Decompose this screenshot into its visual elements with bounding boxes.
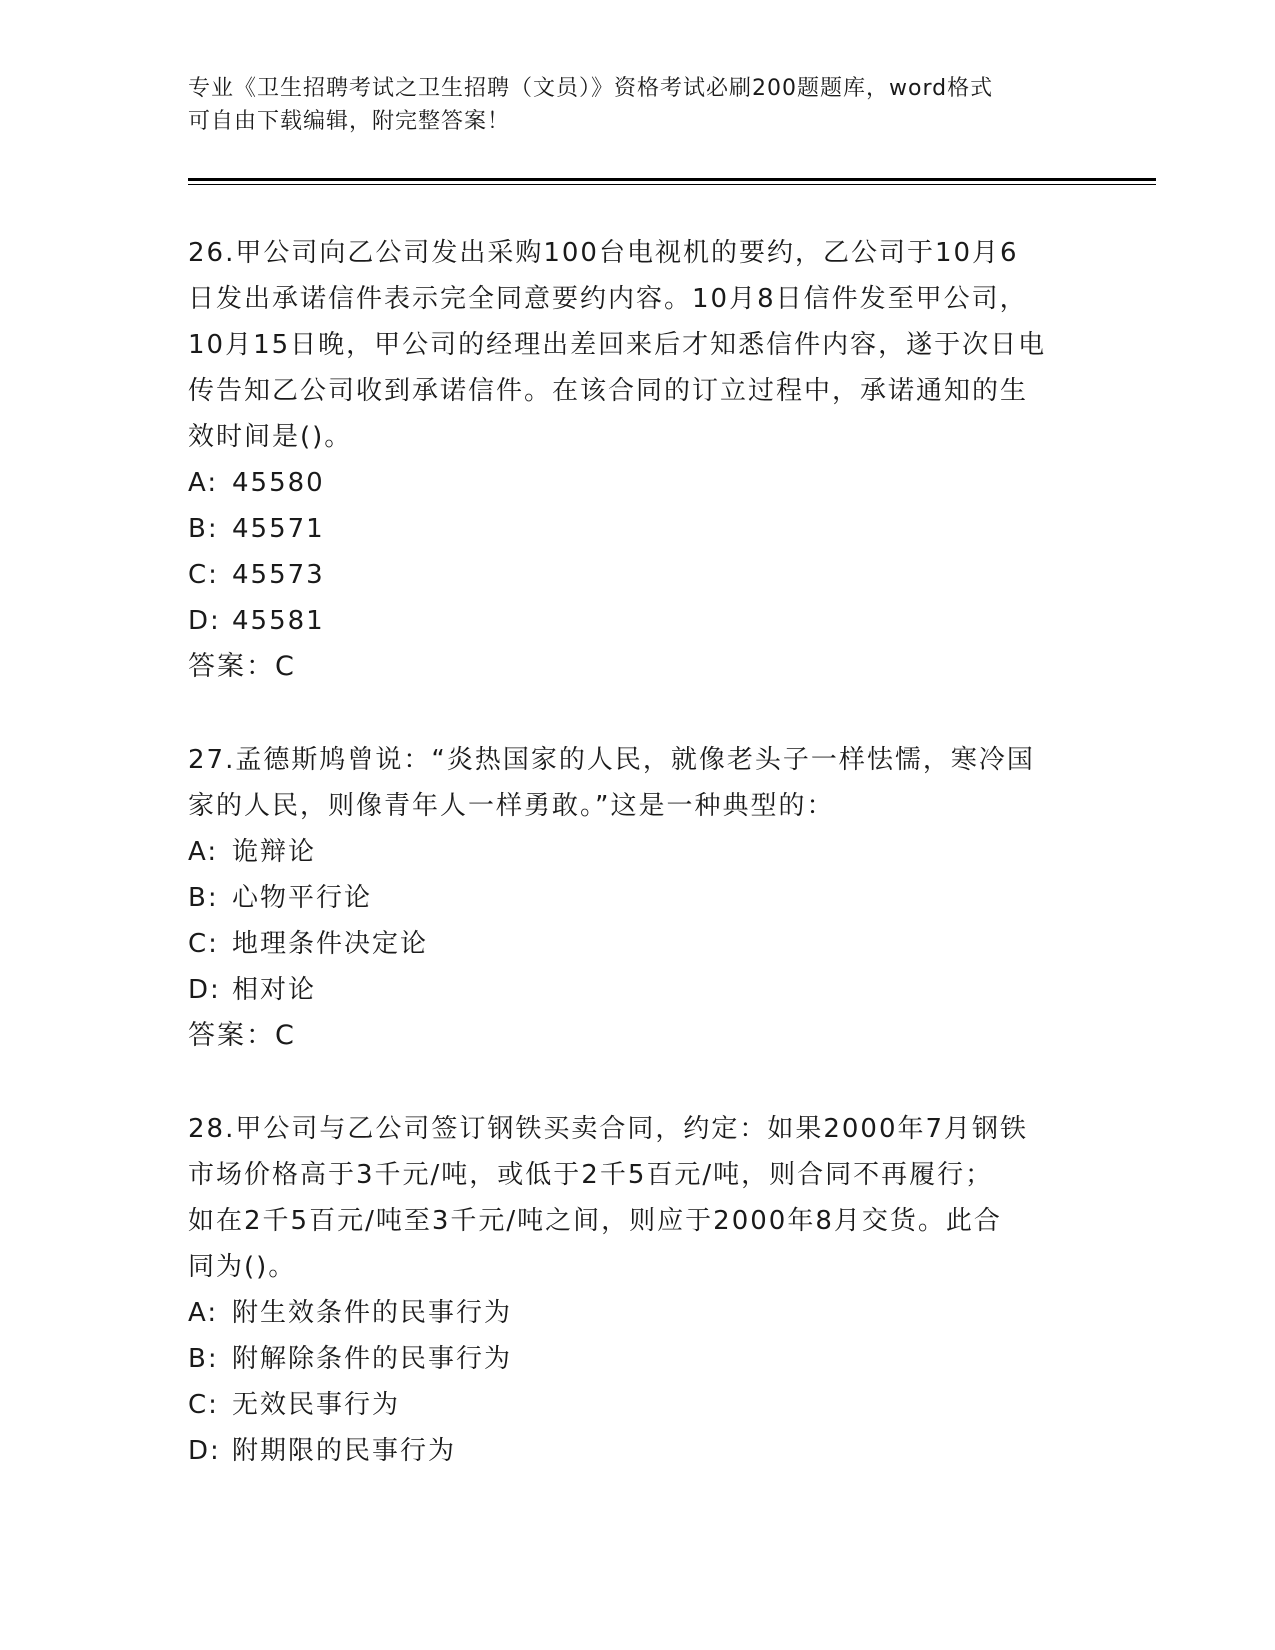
option-a	[188, 1290, 1088, 1336]
question-stem-line: 同为()。	[188, 1252, 297, 1282]
option-d	[188, 598, 1088, 644]
header-divider-thick	[188, 178, 1156, 181]
question-stem-line: 27.孟德斯鸠曾说：“炎热国家的人民，就像老头子一样怯懦，寒冷国	[188, 745, 1035, 775]
option-b	[188, 1336, 1088, 1382]
question-stem-line: 家的人民，则像青年人一样勇敢。”这是一种典型的：	[188, 791, 835, 821]
option-a	[188, 460, 1088, 506]
option-c	[188, 1382, 1088, 1428]
option-text: 附期限的民事行为	[232, 1436, 457, 1466]
answer-line: 答案：C	[188, 1020, 296, 1051]
question-stem-line: 效时间是()。	[188, 422, 353, 452]
header-line: 可自由下载编辑，附完整答案！	[188, 109, 511, 134]
question-stem-line: 传告知乙公司收到承诺信件。在该合同的订立过程中，承诺通知的生	[188, 376, 1029, 406]
option-c	[188, 921, 1088, 967]
option-text: 附生效条件的民事行为	[232, 1298, 513, 1328]
option-letter: D:	[188, 975, 221, 1005]
option-text: 相对论	[232, 975, 317, 1005]
option-text: 45581	[232, 606, 325, 636]
option-text: 45571	[232, 514, 325, 544]
question-27	[188, 737, 1088, 1059]
option-text: 45580	[232, 468, 325, 498]
header-line: 专业《卫生招聘考试之卫生招聘（文员）》资格考试必刷200题题库，word格式	[188, 76, 994, 101]
option-b	[188, 875, 1088, 921]
option-text: 心物平行论	[232, 883, 373, 913]
option-d	[188, 967, 1088, 1013]
option-letter: C:	[188, 929, 219, 959]
option-letter: B:	[188, 883, 219, 913]
option-d	[188, 1428, 1088, 1474]
option-letter: A:	[188, 468, 219, 498]
option-text: 45573	[232, 560, 325, 590]
option-letter: B:	[188, 514, 219, 544]
option-text: 地理条件决定论	[232, 929, 429, 959]
question-list	[188, 230, 1088, 1521]
question-stem-line: 26.甲公司向乙公司发出采购100台电视机的要约，乙公司于10月6	[188, 238, 1019, 268]
question-28	[188, 1106, 1088, 1474]
header-divider-thin	[188, 184, 1156, 185]
question-stem-line: 日发出承诺信件表示完全同意要约内容。10月8日信件发至甲公司，	[188, 284, 1028, 314]
question-26	[188, 230, 1088, 690]
question-stem-line: 10月15日晚，甲公司的经理出差回来后才知悉信件内容，遂于次日电	[188, 330, 1047, 360]
option-letter: C:	[188, 560, 219, 590]
option-letter: B:	[188, 1344, 219, 1374]
document-header	[188, 72, 1088, 138]
answer-line: 答案：C	[188, 651, 296, 682]
question-stem-line: 市场价格高于3千元/吨，或低于2千5百元/吨，则合同不再履行；	[188, 1160, 994, 1190]
option-letter: A:	[188, 837, 219, 867]
option-c	[188, 552, 1088, 598]
option-a	[188, 829, 1088, 875]
option-letter: D:	[188, 606, 221, 636]
question-stem-line: 28.甲公司与乙公司签订钢铁买卖合同，约定：如果2000年7月钢铁	[188, 1114, 1029, 1144]
option-letter: D:	[188, 1436, 221, 1466]
option-letter: C:	[188, 1390, 219, 1420]
option-text: 附解除条件的民事行为	[232, 1344, 513, 1374]
option-letter: A:	[188, 1298, 219, 1328]
option-text: 诡辩论	[232, 837, 317, 867]
question-stem-line: 如在2千5百元/吨至3千元/吨之间，则应于2000年8月交货。此合	[188, 1206, 1002, 1236]
option-text: 无效民事行为	[232, 1390, 401, 1420]
option-b	[188, 506, 1088, 552]
